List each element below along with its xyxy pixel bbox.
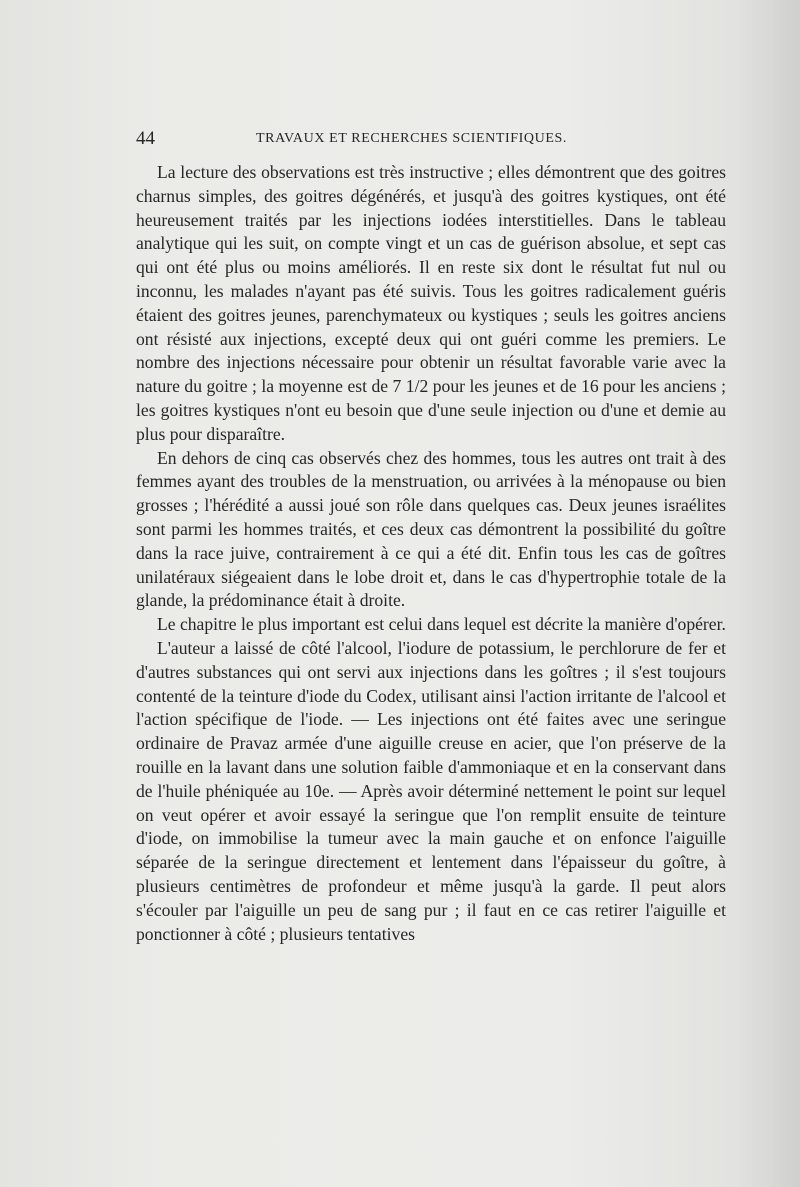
paragraph-2: En dehors de cinq cas observés chez des hommes, tous les autres ont trait à des femmes ayant des troubles de la menstruation, ou arrivées à la ménopause ou bien grosses ; l'hérédité a aussi joué son rôle dans quelques cas. Deux jeunes israélites sont parmi les hommes traités, et ces deux cas démontrent la possibilité du goître dans la race juive, contrairement à ce qui a été dit. Enfin tous les cas de goîtres unilatéraux siégeaient dans le lobe droit et, dans le cas d'hypertrophie totale de la glande, la prédominance était à droite. <box>136 447 726 611</box>
running-title: TRAVAUX ET RECHERCHES SCIENTIFIQUES. <box>256 131 567 146</box>
paragraph-3: Le chapitre le plus important est celui dans lequel est décrite la manière d'opérer. <box>157 614 726 635</box>
body-text <box>136 161 726 946</box>
page-number: 44 <box>136 128 155 149</box>
paragraph-4: L'auteur a laissé de côté l'alcool, l'iodure de potassium, le perchlorure de fer et d'autres substances qui ont servi aux injections dans les goîtres ; il s'est toujours contenté de la teinture d'iode du Codex, utilisant ainsi l'action irritante de l'alcool et l'action spécifique de l'iode. — Les injections ont été faites avec une seringue ordinaire de Pravaz armée d'une aiguille creuse en acier, que l'on préserve de la rouille en la lavant dans une solution faible d'ammoniaque et en la conservant dans de l'huile phéniquée au 10e. — Après avoir déterminé nettement le point sur lequel on veut opérer et avoir essayé la seringue que l'on remplit ensuite de teinture d'iode, on immobilise la tumeur avec la main gauche et on enfonce l'aiguille séparée de la seringue directement et lentement dans l'épaisseur du goître, à plusieurs centimètres de profondeur et même jusqu'à la garde. Il peut alors s'écouler par l'aiguille un peu de sang pur ; il faut en ce cas retirer l'aiguille et ponctionner à côté ; plusieurs tentatives <box>136 637 726 944</box>
paragraph-1: La lecture des observations est très instructive ; elles démontrent que des goitres charnus simples, des goitres dégénérés, et jusqu'à des goitres kystiques, ont été heureusement traités par les injections iodées interstitielles. Dans le tableau analytique qui les suit, on compte vingt et un cas de guérison absolue, et sept cas qui ont été plus ou moins améliorés. Il en reste six dont le résultat fut nul ou inconnu, les malades n'ayant pas été suivis. Tous les goitres radicalement guéris étaient des goitres jeunes, parenchymateux ou kystiques ; seuls les goitres anciens ont résisté aux injections, excepté deux qui ont guéri comme les premiers. Le nombre des injections nécessaire pour obtenir un résultat favorable varie avec la nature du goitre ; la moyenne est de 7 1/2 pour les jeunes et de 16 pour les anciens ; les goitres kystiques n'ont eu besoin que d'une seule injection ou d'une et demie au plus pour disparaître. <box>136 162 726 444</box>
page-header <box>136 128 726 152</box>
